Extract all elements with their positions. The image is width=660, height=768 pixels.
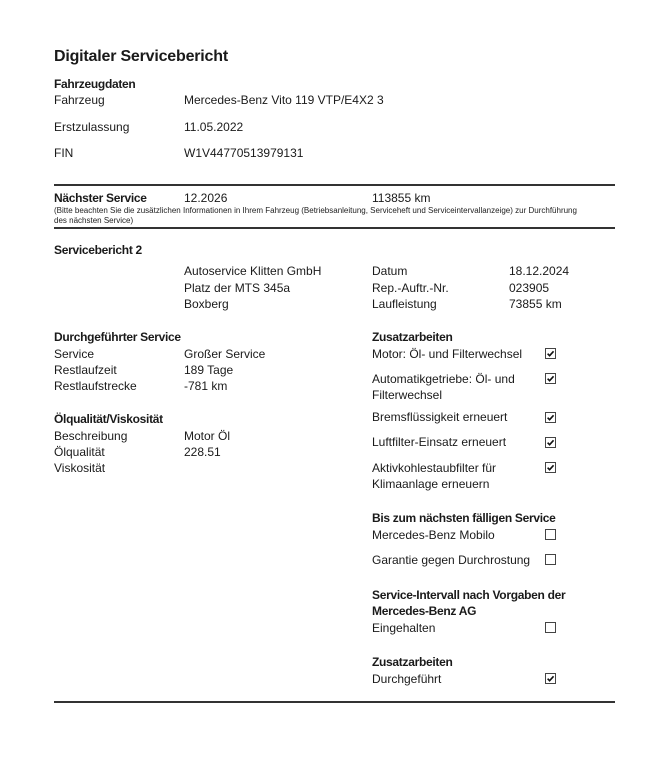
extra-work-item-label: Luftfilter-Einsatz erneuert bbox=[372, 435, 507, 449]
first-registration-label: Erstzulassung bbox=[54, 120, 130, 134]
service-value: Großer Service bbox=[184, 347, 266, 361]
extra-work-done-heading: Zusatzarbeiten bbox=[372, 655, 453, 669]
oil-description-value: Motor Öl bbox=[184, 429, 231, 443]
date-value: 18.12.2024 bbox=[509, 264, 570, 278]
date-label: Datum bbox=[372, 264, 408, 278]
first-registration-value: 11.05.2022 bbox=[184, 120, 244, 134]
cabin-filter-checkbox[interactable] bbox=[545, 462, 556, 473]
remaining-distance-value: -781 km bbox=[184, 379, 228, 393]
next-service-note: (Bitte beachten Sie die zusätzlichen Informationen in Ihrem Fahrzeug (Betriebsanleitung, Serviceheft und Serviceintervallanzeige) zur Durchführung des nächsten Service) bbox=[54, 206, 577, 225]
checkmark-icon bbox=[546, 463, 555, 472]
rust-warranty-checkbox[interactable] bbox=[545, 554, 556, 565]
checkmark-icon bbox=[546, 438, 555, 447]
checkmark-icon bbox=[546, 349, 555, 358]
extra-work-item-label: Bremsflüssigkeit erneuert bbox=[372, 410, 508, 424]
viscosity-label: Viskosität bbox=[54, 461, 106, 475]
checkmark-icon bbox=[546, 374, 555, 383]
divider-middle bbox=[54, 227, 615, 229]
extra-work-done-checkbox[interactable] bbox=[545, 673, 556, 684]
extra-work-item-label: Motor: Öl- und Filterwechsel bbox=[372, 347, 523, 361]
divider-bottom bbox=[54, 701, 615, 703]
vehicle-value: Mercedes-Benz Vito 119 VTP/E4X2 3 bbox=[184, 93, 384, 107]
brake-fluid-checkbox[interactable] bbox=[545, 412, 556, 423]
transmission-oil-checkbox[interactable] bbox=[545, 373, 556, 384]
until-next-heading: Bis zum nächsten fälligen Service bbox=[372, 511, 556, 525]
vehicle-label: Fahrzeug bbox=[54, 93, 105, 107]
oil-quality-label: Ölqualität bbox=[54, 445, 105, 459]
vin-value: W1V44770513979131 bbox=[184, 146, 304, 160]
checkmark-icon bbox=[546, 413, 555, 422]
checkmark-icon bbox=[546, 674, 555, 683]
service-label: Service bbox=[54, 347, 95, 361]
remaining-time-value: 189 Tage bbox=[184, 363, 234, 377]
oil-quality-value: 228.51 bbox=[184, 445, 221, 459]
workshop-city: Boxberg bbox=[184, 297, 229, 311]
report-heading: Servicebericht 2 bbox=[54, 243, 142, 257]
order-number-label: Rep.-Auftr.-Nr. bbox=[372, 281, 449, 295]
mileage-label: Laufleistung bbox=[372, 297, 437, 311]
mobilo-checkbox[interactable] bbox=[545, 529, 556, 540]
extra-work-heading: Zusatzarbeiten bbox=[372, 330, 453, 344]
page-title: Digitaler Servicebericht bbox=[54, 48, 228, 65]
next-service-mileage: 113855 km bbox=[372, 191, 431, 205]
divider-top bbox=[54, 184, 615, 186]
oil-description-label: Beschreibung bbox=[54, 429, 128, 443]
next-service-label: Nächster Service bbox=[54, 191, 147, 205]
next-service-date: 12.2026 bbox=[184, 191, 228, 205]
workshop-street: Platz der MTS 345a bbox=[184, 281, 291, 295]
oil-heading: Ölqualität/Viskosität bbox=[54, 412, 163, 426]
air-filter-checkbox[interactable] bbox=[545, 437, 556, 448]
extra-work-done-label: Durchgeführt bbox=[372, 672, 442, 686]
oil-filter-change-checkbox[interactable] bbox=[545, 348, 556, 359]
remaining-distance-label: Restlaufstrecke bbox=[54, 379, 137, 393]
mileage-value: 73855 km bbox=[509, 297, 562, 311]
until-next-item-label: Mercedes-Benz Mobilo bbox=[372, 528, 495, 542]
interval-item-label: Eingehalten bbox=[372, 621, 436, 635]
extra-work-item-label: Automatikgetriebe: Öl- und Filterwechsel bbox=[372, 372, 515, 402]
interval-heading: Service-Intervall nach Vorgaben der Mercedes-Benz AG bbox=[372, 588, 566, 618]
until-next-item-label: Garantie gegen Durchrostung bbox=[372, 553, 531, 567]
interval-kept-checkbox[interactable] bbox=[545, 622, 556, 633]
performed-heading: Durchgeführter Service bbox=[54, 330, 181, 344]
vin-label: FIN bbox=[54, 146, 74, 160]
vehicle-heading: Fahrzeugdaten bbox=[54, 77, 136, 91]
extra-work-item-label: Aktivkohlestaubfilter für Klimaanlage erneuern bbox=[372, 461, 497, 491]
workshop-name: Autoservice Klitten GmbH bbox=[184, 264, 322, 278]
remaining-time-label: Restlaufzeit bbox=[54, 363, 117, 377]
order-number-value: 023905 bbox=[509, 281, 550, 295]
